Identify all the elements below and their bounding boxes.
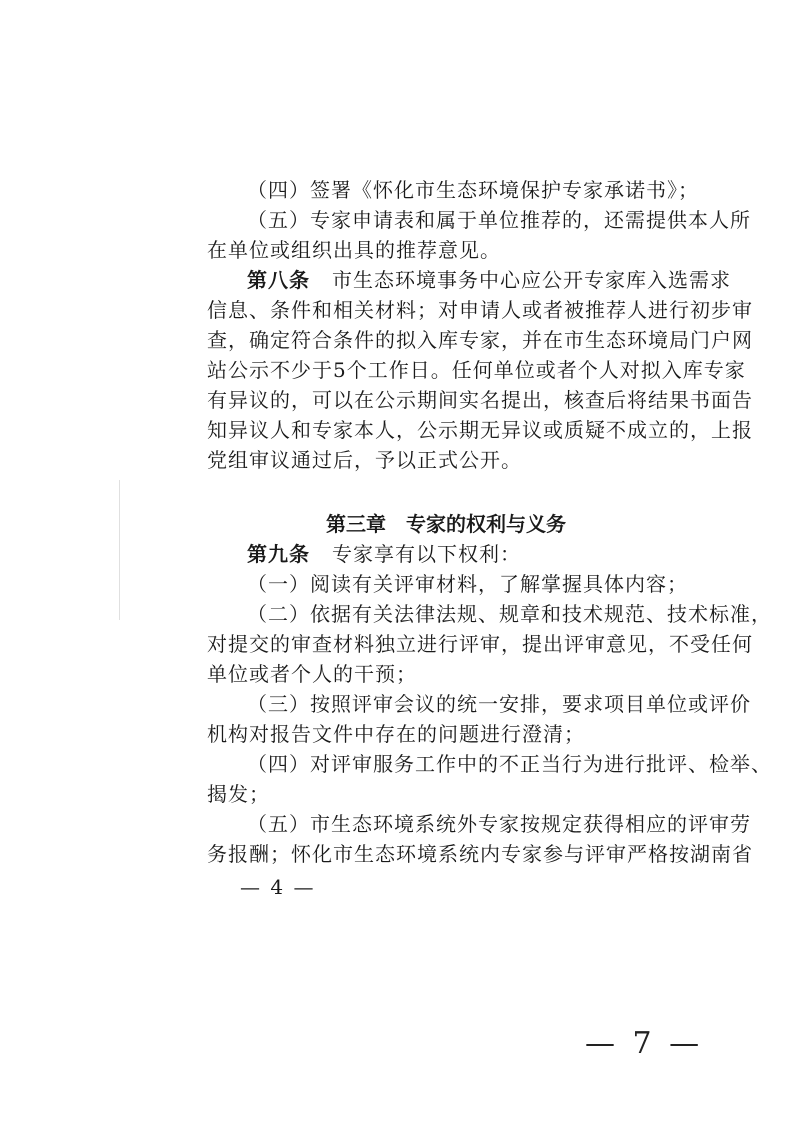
right-item-line: （二）依据有关法律法规、规章和技术规范、技术标准， (247, 602, 772, 626)
right-item-1 (247, 569, 688, 599)
clause-item: （四）签署《怀化市生态环境保护专家承诺书》； (247, 178, 699, 202)
right-item-3-cont (207, 719, 627, 749)
right-item-line: （三）按照评审会议的统一安排，要求项目单位或评价 (247, 692, 751, 716)
inner-page-number: — 4 — (240, 875, 316, 899)
article-line: 党组审议通过后，予以正式公开。 (207, 448, 522, 472)
article-8-text: 市生态环境事务中心应公开专家库入选需求 (332, 268, 731, 292)
clause-item-line: （五）专家申请表和属于单位推荐的，还需提供本人所 (247, 208, 751, 232)
clause-item-5-cont (207, 235, 627, 265)
article-line: 信息、条件和相关材料；对申请人或者被推荐人进行初步审 (207, 298, 753, 322)
article-line: 有异议的，可以在公示期间实名提出，核查后将结果书面告 (207, 388, 753, 412)
right-item-line: 对提交的审查材料独立进行评审，提出评审意见，不受任何 (207, 632, 753, 656)
article-9-intro: 专家享有以下权利： (332, 542, 521, 566)
chapter-heading: 第三章 专家的权利与义务 (326, 512, 566, 536)
clause-item-line: 在单位或组织出具的推荐意见。 (207, 238, 501, 262)
article-line: 查，确定符合条件的拟入库专家，并在市生态环境局门户网 (207, 328, 753, 352)
article-9-title: 第九条 (247, 542, 310, 566)
right-item-line: （一）阅读有关评审材料，了解掌握具体内容； (247, 572, 688, 596)
right-item-line: 务报酬；怀化市生态环境系统内专家参与评审严格按湖南省 (207, 842, 753, 866)
right-item-5 (247, 809, 751, 839)
right-item-5-cont (207, 839, 753, 869)
right-item-line: 揭发； (207, 782, 270, 806)
right-item-4 (247, 749, 772, 779)
article-8-body (207, 295, 753, 475)
article-line: 站公示不少于5个工作日。任何单位或者个人对拟入库专家 (207, 358, 746, 382)
clause-item-5 (247, 205, 751, 235)
right-item-4-cont (207, 779, 627, 809)
article-8 (247, 265, 731, 295)
right-item-2-cont (207, 629, 753, 689)
article-8-title: 第八条 (247, 268, 310, 292)
scan-artifact-line (119, 480, 120, 620)
clause-list-continued (247, 175, 699, 205)
right-item-line: （五）市生态环境系统外专家按规定获得相应的评审劳 (247, 812, 751, 836)
outer-page-number: — 7 — (585, 1026, 704, 1061)
right-item-2 (247, 599, 772, 629)
right-item-line: 机构对报告文件中存在的问题进行澄清； (207, 722, 585, 746)
article-line: 知异议人和专家本人，公示期无异议或质疑不成立的，上报 (207, 418, 753, 442)
article-9 (247, 539, 521, 569)
right-item-3 (247, 689, 751, 719)
right-item-line: 单位或者个人的干预； (207, 662, 417, 686)
right-item-line: （四）对评审服务工作中的不正当行为进行批评、检举、 (247, 752, 772, 776)
